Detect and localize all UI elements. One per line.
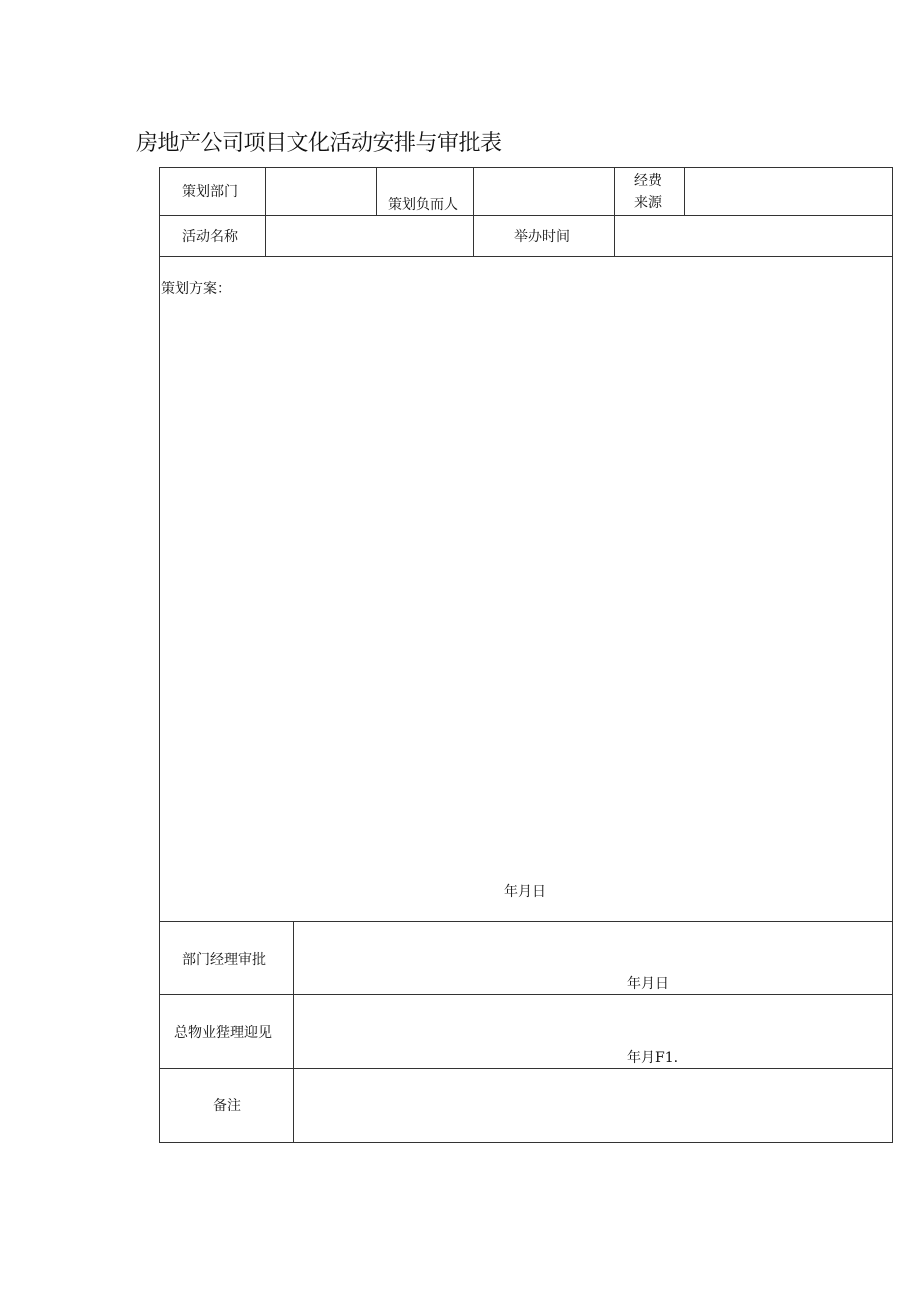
funding-label-line2: 来源: [634, 195, 662, 211]
border-right: [892, 167, 893, 1143]
plan-label: 策划方案：: [161, 281, 231, 297]
page-title: 房地产公司项目文化活动安排与审批表: [136, 131, 502, 156]
time-label: 举办时间: [514, 229, 570, 245]
dept-manager-field[interactable]: [294, 922, 892, 972]
property-manager-label: 总物业狴理迎见: [174, 1025, 272, 1041]
funding-label-line1: 经费: [634, 173, 662, 189]
dept-label: 策划部门: [182, 184, 238, 200]
activity-field[interactable]: [266, 216, 473, 256]
owner-field[interactable]: [474, 168, 614, 215]
property-manager-field[interactable]: [294, 995, 892, 1043]
remarks-field[interactable]: [294, 1069, 892, 1142]
remarks-label: 备注: [213, 1098, 241, 1114]
row-divider-2: [159, 256, 893, 257]
dept-manager-date: 年月日: [627, 976, 669, 992]
row1-divider-b: [376, 167, 377, 215]
funding-field[interactable]: [685, 168, 892, 215]
plan-field[interactable]: [160, 300, 892, 870]
funding-label: [628, 170, 668, 214]
property-manager-date: 年月F1.: [627, 1050, 679, 1066]
plan-date: 年月日: [504, 884, 546, 900]
owner-label: 策划负而人: [388, 197, 458, 213]
dept-field[interactable]: [266, 168, 376, 215]
time-field[interactable]: [615, 216, 892, 256]
dept-manager-label: 部门经理审批: [182, 952, 266, 968]
border-bottom: [159, 1142, 893, 1143]
activity-label: 活动名称: [182, 229, 238, 245]
